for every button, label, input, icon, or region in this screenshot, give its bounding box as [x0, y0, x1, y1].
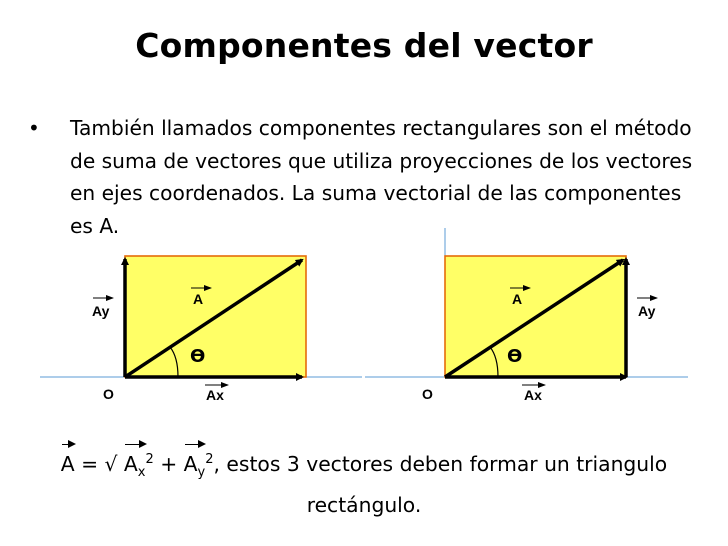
left-origin-label: O: [103, 386, 114, 402]
formula-ay-power: 2: [205, 452, 214, 467]
formula-ax-subscript: x: [137, 464, 146, 480]
bullet-text: También llamados componentes rectangulares son el método de suma de vectores que utiliza proyecciones de los vectores en ejes coordenados. La suma vectorial de las componentes es A.: [70, 116, 693, 238]
left-ax-label: Ax: [206, 387, 224, 403]
left-a-label: A: [193, 291, 204, 307]
formula-ax-base: A: [123, 451, 138, 476]
left-ay-label: Ay: [92, 303, 110, 319]
formula-vector-ax: [124, 448, 146, 489]
formula-ay-subscript: y: [197, 464, 206, 480]
formula-line-1: [0, 444, 728, 489]
left-angle-label: ϴ: [190, 346, 206, 367]
right-ax-label: Ax: [524, 387, 542, 403]
right-origin-label: O: [422, 386, 433, 402]
bullet-marker: •: [28, 116, 40, 140]
slide-title: Componentes del vector: [135, 26, 593, 65]
formula-ax-power: 2: [145, 452, 154, 467]
right-a-label: A: [512, 291, 523, 307]
formula-vector-a: A: [61, 448, 75, 480]
formula-equals-sqrt: = √: [74, 451, 124, 476]
formula-ay-base: A: [183, 451, 198, 476]
right-ay-label: Ay: [638, 303, 656, 319]
right-diagram: [365, 228, 688, 403]
formula-rest-text: , estos 3 vectores deben formar un triangulo: [213, 451, 668, 476]
formula-vector-ay: [184, 448, 206, 489]
magnitude-formula: [0, 444, 728, 521]
right-angle-label: ϴ: [507, 346, 523, 367]
formula-plus: +: [153, 451, 184, 476]
left-diagram: [40, 256, 362, 403]
formula-line-2: rectángulo.: [306, 492, 422, 517]
